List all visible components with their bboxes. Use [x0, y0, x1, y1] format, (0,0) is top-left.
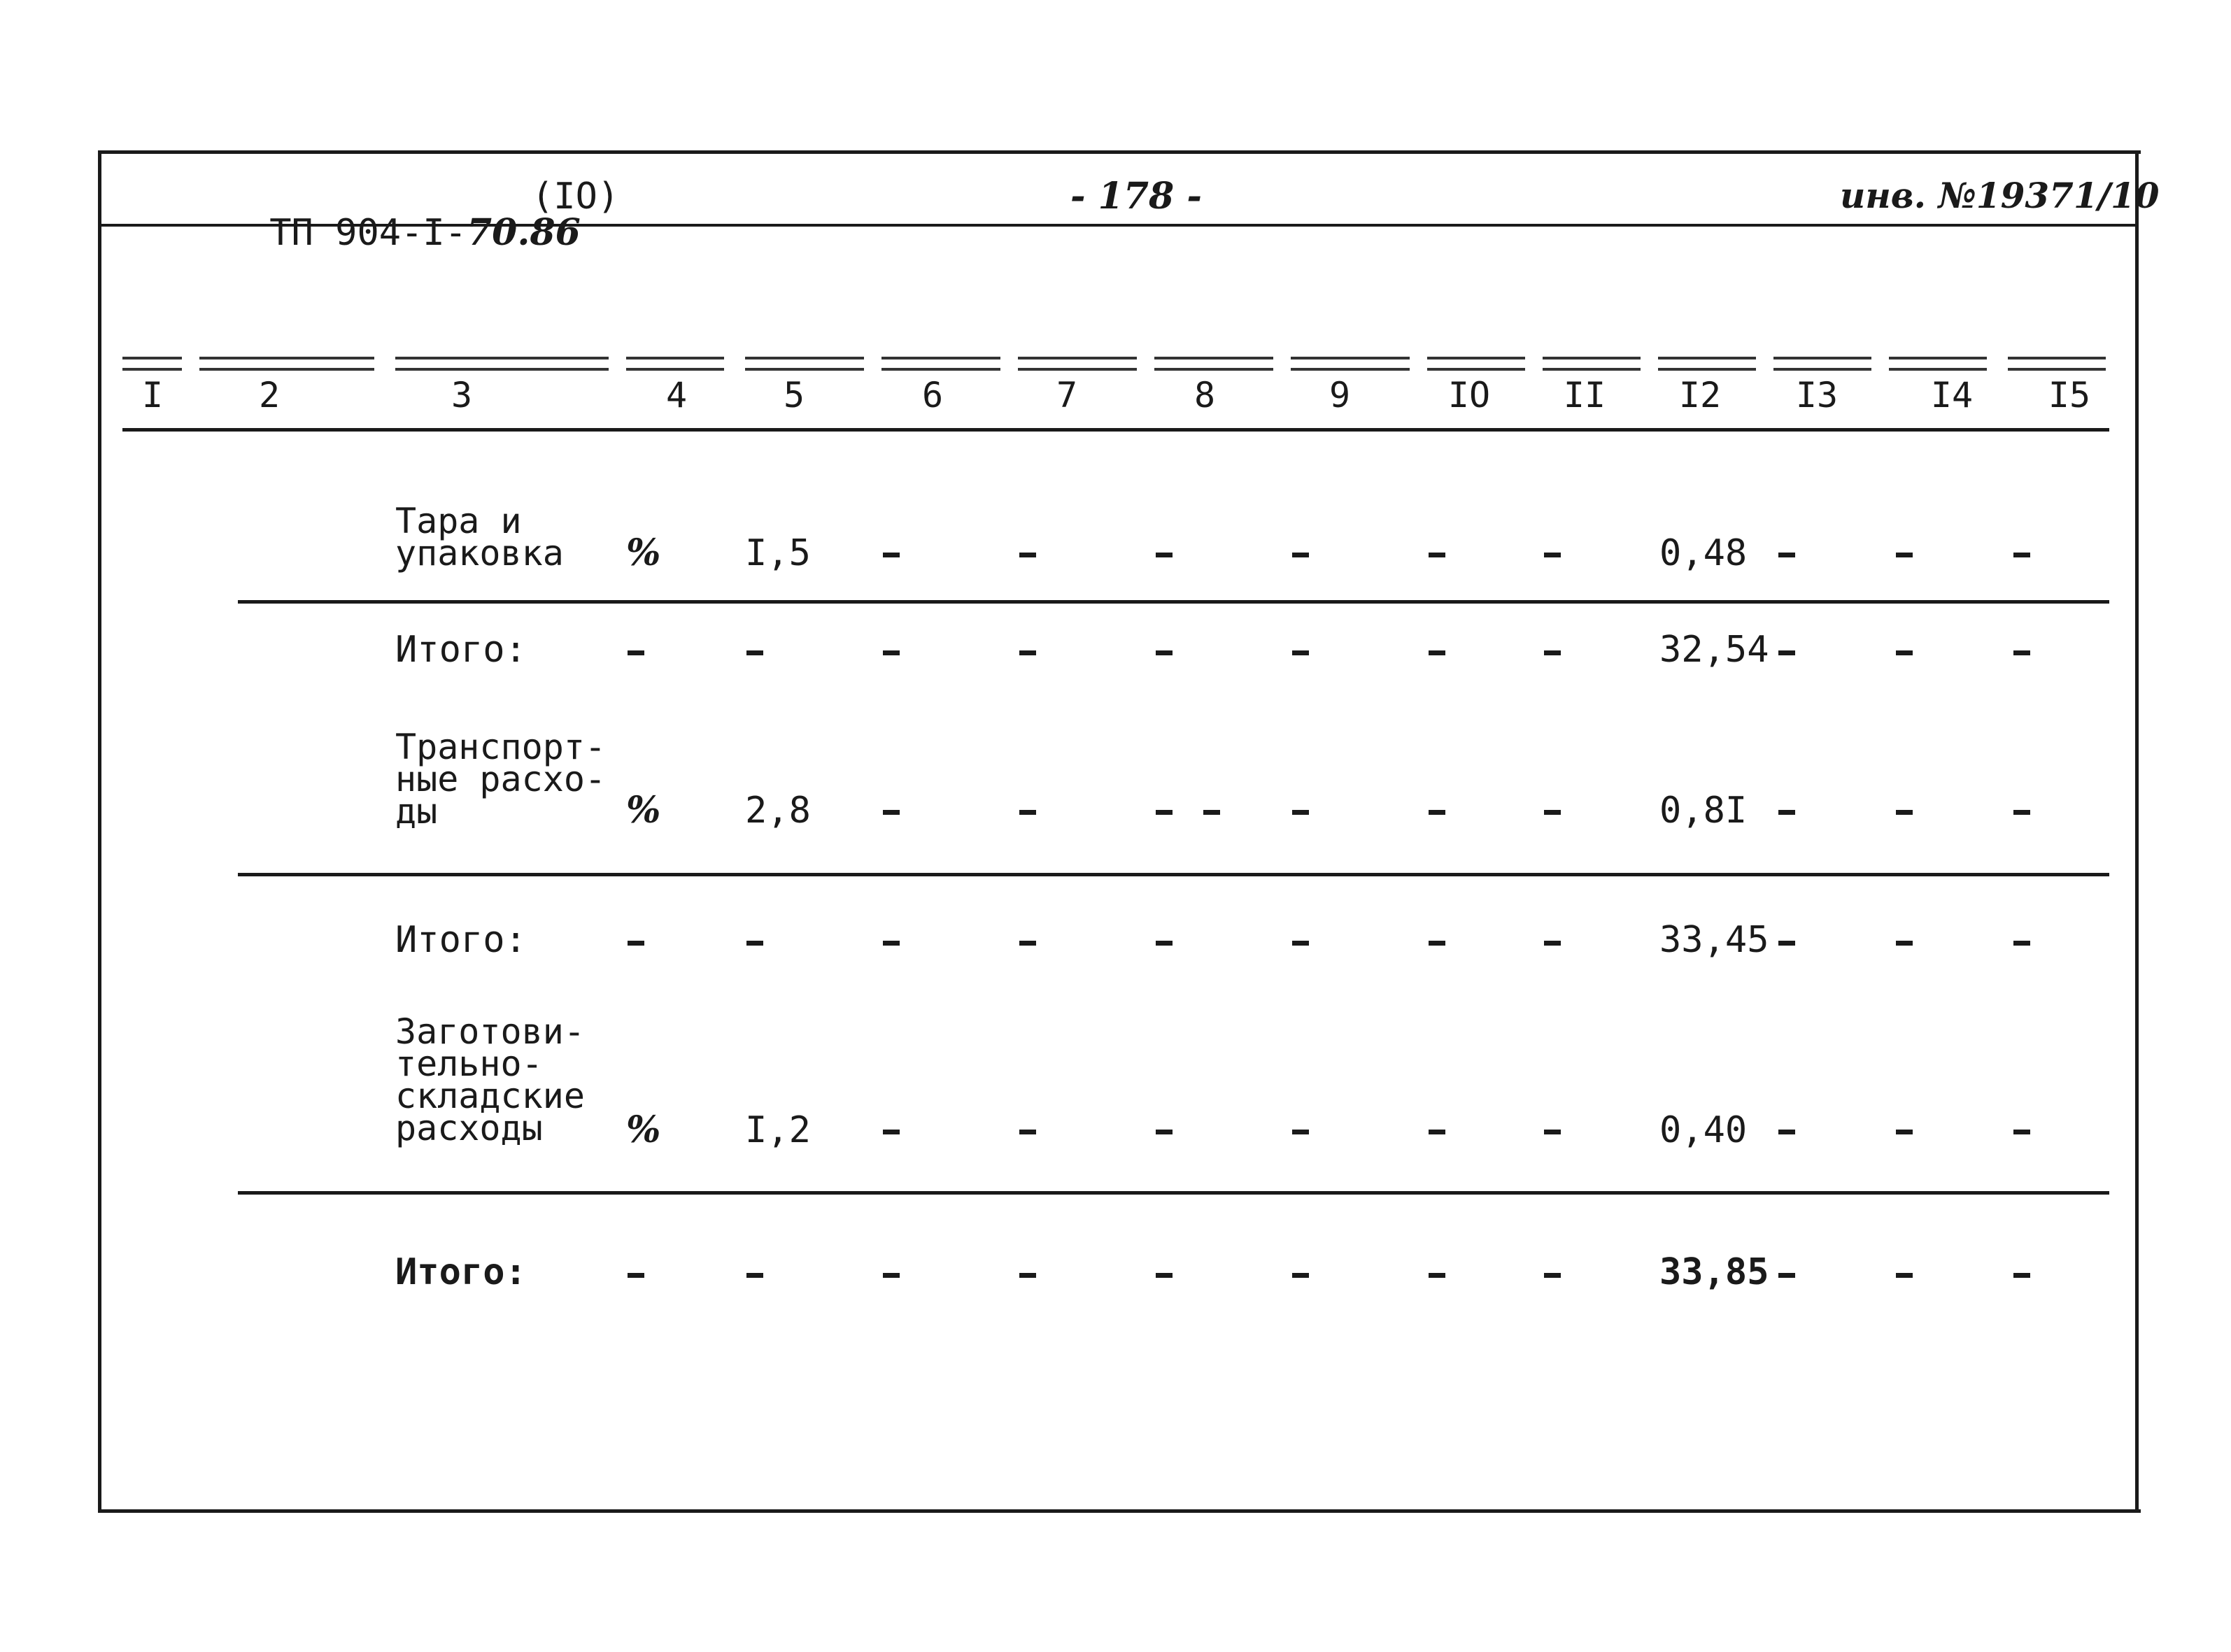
- row-total-col15-dash: [2013, 1273, 2030, 1278]
- page-number: - 178 -: [1070, 175, 1202, 218]
- row-packaging-col10-dash: [1429, 553, 1445, 557]
- row-procurement-col10-dash: [1429, 1130, 1445, 1134]
- col-rule-9: [1291, 357, 1410, 371]
- sheet-part: (IO): [532, 176, 620, 218]
- frame-right-border: [2135, 150, 2139, 1513]
- row-procurement-col5: I,2: [745, 1109, 811, 1151]
- col-number-8: 8: [1194, 375, 1216, 415]
- col-number-2: 2: [258, 375, 281, 415]
- row-total-col14-dash: [1896, 1273, 1913, 1278]
- row-procurement-col11-dash: [1544, 1130, 1561, 1134]
- row-transport-col13-dash: [1778, 810, 1795, 815]
- row-packaging-col6-dash: [883, 553, 900, 557]
- row-transport-col10-dash: [1429, 810, 1445, 815]
- row-packaging-col15-dash: [2013, 553, 2030, 557]
- col-number-3: 3: [451, 375, 473, 415]
- row-subtotal-1-col14-dash: [1896, 650, 1913, 655]
- col-rule-4: [626, 357, 724, 371]
- row-subtotal-1-col13-dash: [1778, 650, 1795, 655]
- col-number-13: I3: [1795, 375, 1839, 415]
- row-packaging-unit: %: [626, 532, 661, 574]
- row-subtotal-2-col13-dash: [1778, 941, 1795, 946]
- col-number-15: I5: [2048, 375, 2091, 415]
- row-packaging-col13-dash: [1778, 553, 1795, 557]
- col-rule-11: [1543, 357, 1641, 371]
- col-number-1: I: [141, 375, 164, 415]
- row-transport-col14-dash: [1896, 810, 1913, 815]
- frame-left-border: [98, 150, 101, 1513]
- doc-code-handwritten: 70.86: [467, 211, 581, 254]
- section-rule-3: [238, 1191, 2109, 1195]
- row-transport-col5: 2,8: [745, 790, 811, 832]
- row-transport-col11-dash: [1544, 810, 1561, 815]
- row-subtotal-1-col5-dash: [746, 650, 763, 655]
- row-procurement-col12: 0,40: [1659, 1109, 1748, 1151]
- col-number-4: 4: [665, 375, 688, 415]
- col-rule-7: [1018, 357, 1137, 371]
- row-subtotal-2-col12: 33,45: [1659, 919, 1769, 961]
- row-transport-col15-dash: [2013, 810, 2030, 815]
- section-rule-1: [238, 600, 2109, 604]
- row-subtotal-2-col7-dash: [1019, 941, 1036, 946]
- col-number-7: 7: [1056, 375, 1078, 415]
- col-number-12: I2: [1678, 375, 1722, 415]
- row-transport-unit: %: [626, 789, 661, 832]
- row-procurement-col14-dash: [1896, 1130, 1913, 1134]
- row-procurement-unit: %: [626, 1109, 661, 1151]
- col-rule-14: [1889, 357, 1987, 371]
- col-rule-1: [122, 357, 182, 371]
- row-procurement-col9-dash: [1292, 1130, 1309, 1134]
- row-total-col4-dash: [628, 1273, 644, 1278]
- row-total-col9-dash: [1292, 1273, 1309, 1278]
- section-rule-2: [238, 873, 2109, 876]
- row-subtotal-2-col9-dash: [1292, 941, 1309, 946]
- row-subtotal-1-col9-dash: [1292, 650, 1309, 655]
- row-subtotal-2-col14-dash: [1896, 941, 1913, 946]
- row-total-col13-dash: [1778, 1273, 1795, 1278]
- row-subtotal-1-col6-dash: [883, 650, 900, 655]
- row-subtotal-2-col15-dash: [2013, 941, 2030, 946]
- row-subtotal-1-label: Итого:: [395, 629, 527, 671]
- col-number-9: 9: [1329, 375, 1351, 415]
- col-number-11: II: [1563, 375, 1606, 415]
- row-subtotal-2-col6-dash: [883, 941, 900, 946]
- doc-code: [182, 178, 581, 287]
- frame-top-border: [98, 150, 2141, 154]
- col-rule-2: [199, 357, 374, 371]
- row-subtotal-2-col11-dash: [1544, 941, 1561, 946]
- row-transport-col8-dash-a: [1156, 810, 1173, 815]
- row-total-col6-dash: [883, 1273, 900, 1278]
- col-number-5: 5: [783, 375, 805, 415]
- row-total-col11-dash: [1544, 1273, 1561, 1278]
- row-packaging-col8-dash: [1156, 553, 1173, 557]
- row-procurement-col13-dash: [1778, 1130, 1795, 1134]
- col-number-14: I4: [1930, 375, 1974, 415]
- row-subtotal-2-col8-dash: [1156, 941, 1173, 946]
- row-total-col8-dash: [1156, 1273, 1173, 1278]
- row-total-label: Итого:: [395, 1251, 527, 1293]
- row-packaging-col11-dash: [1544, 553, 1561, 557]
- row-total-col10-dash: [1429, 1273, 1445, 1278]
- row-label-transport: Транспорт- ные расхо- ды: [395, 727, 607, 832]
- col-rule-6: [881, 357, 1000, 371]
- row-packaging-col7-dash: [1019, 553, 1036, 557]
- row-subtotal-1-col15-dash: [2013, 650, 2030, 655]
- row-subtotal-2-label: Итого:: [395, 919, 527, 961]
- col-rule-15: [2008, 357, 2106, 371]
- col-rule-5: [745, 357, 864, 371]
- row-packaging-col14-dash: [1896, 553, 1913, 557]
- col-rule-3: [395, 357, 609, 371]
- row-procurement-col15-dash: [2013, 1130, 2030, 1134]
- row-label-packaging: Тара и упаковка: [395, 501, 564, 574]
- row-total-col5-dash: [746, 1273, 763, 1278]
- row-total-col7-dash: [1019, 1273, 1036, 1278]
- header-row-bottom-rule: [122, 428, 2109, 432]
- col-rule-12: [1658, 357, 1756, 371]
- row-packaging-col9-dash: [1292, 553, 1309, 557]
- row-subtotal-1-col4-dash: [628, 650, 644, 655]
- col-number-6: 6: [921, 375, 944, 415]
- col-rule-10: [1427, 357, 1525, 371]
- col-rule-13: [1773, 357, 1871, 371]
- row-subtotal-2-col5-dash: [746, 941, 763, 946]
- row-total-col12: 33,85: [1659, 1251, 1769, 1293]
- row-label-procurement: Заготови- тельно- складские расходы: [395, 1011, 585, 1148]
- row-subtotal-1-col12: 32,54: [1659, 629, 1769, 671]
- frame-bottom-border: [98, 1509, 2141, 1513]
- row-transport-col7-dash: [1019, 810, 1036, 815]
- row-subtotal-2-col10-dash: [1429, 941, 1445, 946]
- row-subtotal-1-col10-dash: [1429, 650, 1445, 655]
- row-packaging-col12: 0,48: [1659, 532, 1748, 574]
- row-transport-col8-dash-b: [1203, 810, 1220, 815]
- row-procurement-col7-dash: [1019, 1130, 1036, 1134]
- row-procurement-col6-dash: [883, 1130, 900, 1134]
- row-subtotal-1-col8-dash: [1156, 650, 1173, 655]
- row-transport-col12: 0,8I: [1659, 790, 1748, 832]
- col-rule-8: [1154, 357, 1273, 371]
- row-procurement-col8-dash: [1156, 1130, 1173, 1134]
- col-number-10: IO: [1447, 375, 1491, 415]
- row-subtotal-2-col4-dash: [628, 941, 644, 946]
- row-transport-col9-dash: [1292, 810, 1309, 815]
- doc-code-prefix: ТП 904-I-: [269, 212, 467, 254]
- row-subtotal-1-col11-dash: [1544, 650, 1561, 655]
- row-packaging-col5: I,5: [745, 532, 811, 574]
- inventory-number: инв. №19371/10: [1840, 175, 2160, 216]
- row-subtotal-1-col7-dash: [1019, 650, 1036, 655]
- row-transport-col6-dash: [883, 810, 900, 815]
